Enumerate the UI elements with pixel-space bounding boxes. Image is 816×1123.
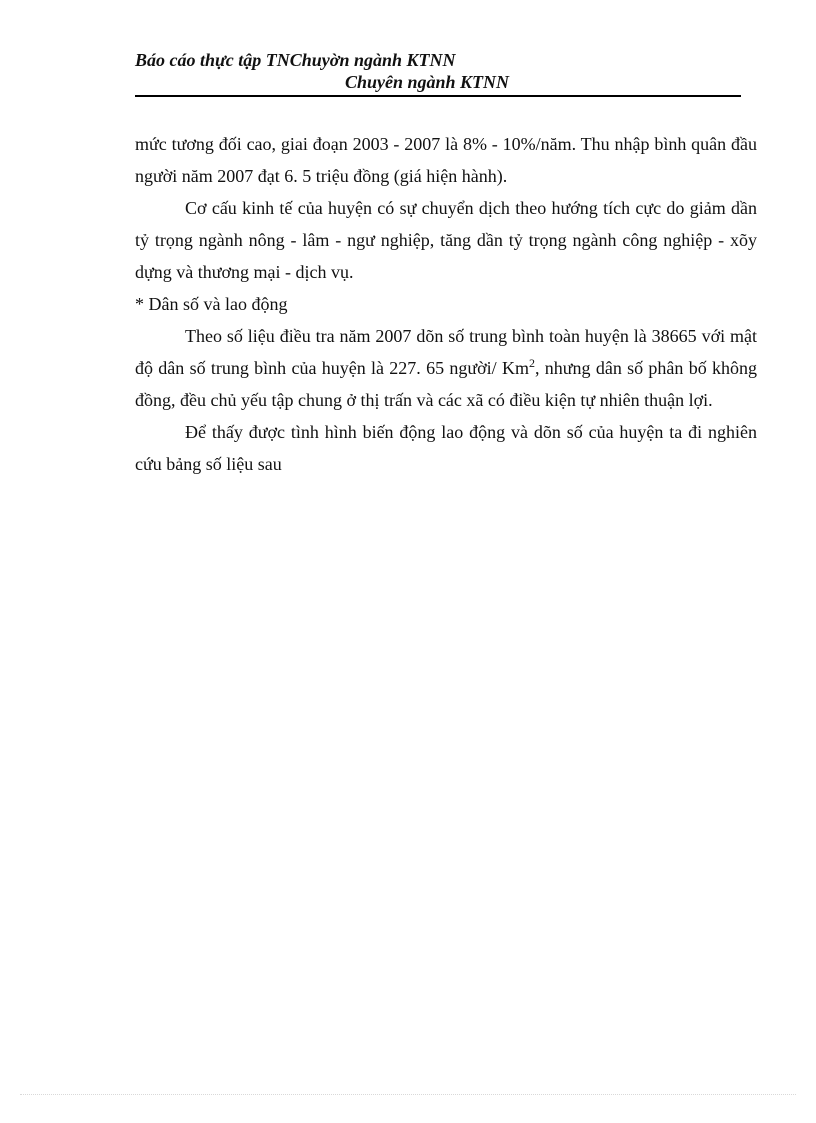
- population-text-start: Theo số liệu điều tra năm 2007 dõn số trung bình toàn huyện là 38665 với mật độ dân số trung bình của huyện là 227. 65 người/ Km: [135, 326, 757, 378]
- header-title: Báo cáo thực tập TNChuyờn ngành KTNN: [135, 50, 456, 70]
- population-text-end: , nhưng dân số phân bố không đồng, đều chủ yếu tập chung ở thị trấn và các xã có điều kiện tự nhiên thuận lợi.: [135, 358, 757, 410]
- page-header: [135, 48, 741, 97]
- document-body: [135, 128, 757, 480]
- header-subtitle: Chuyên ngành KTNN: [345, 72, 510, 92]
- superscript-squared: 2: [528, 356, 535, 370]
- paragraph-data-intro: Để thấy được tình hình biến động lao động và dõn số của huyện ta đi nghiên cứu bảng số liệu sau: [135, 422, 757, 474]
- page-bottom-divider: [20, 1094, 796, 1095]
- paragraph-economic-structure: Cơ cấu kinh tế của huyện có sự chuyển dịch theo hướng tích cực do giảm dần tỷ trọng ngành nông - lâm - ngư nghiệp, tăng dần tỷ trọng ngành công nghiệp - xõy dựng và thương mại - dịch vụ.: [135, 198, 757, 282]
- section-heading-population: * Dân số và lao động: [135, 294, 288, 314]
- paragraph-population: [135, 320, 757, 416]
- paragraph-growth: mức tương đối cao, giai đoạn 2003 - 2007 là 8% - 10%/năm. Thu nhập bình quân đầu người năm 2007 đạt 6. 5 triệu đồng (giá hiện hành).: [135, 134, 757, 186]
